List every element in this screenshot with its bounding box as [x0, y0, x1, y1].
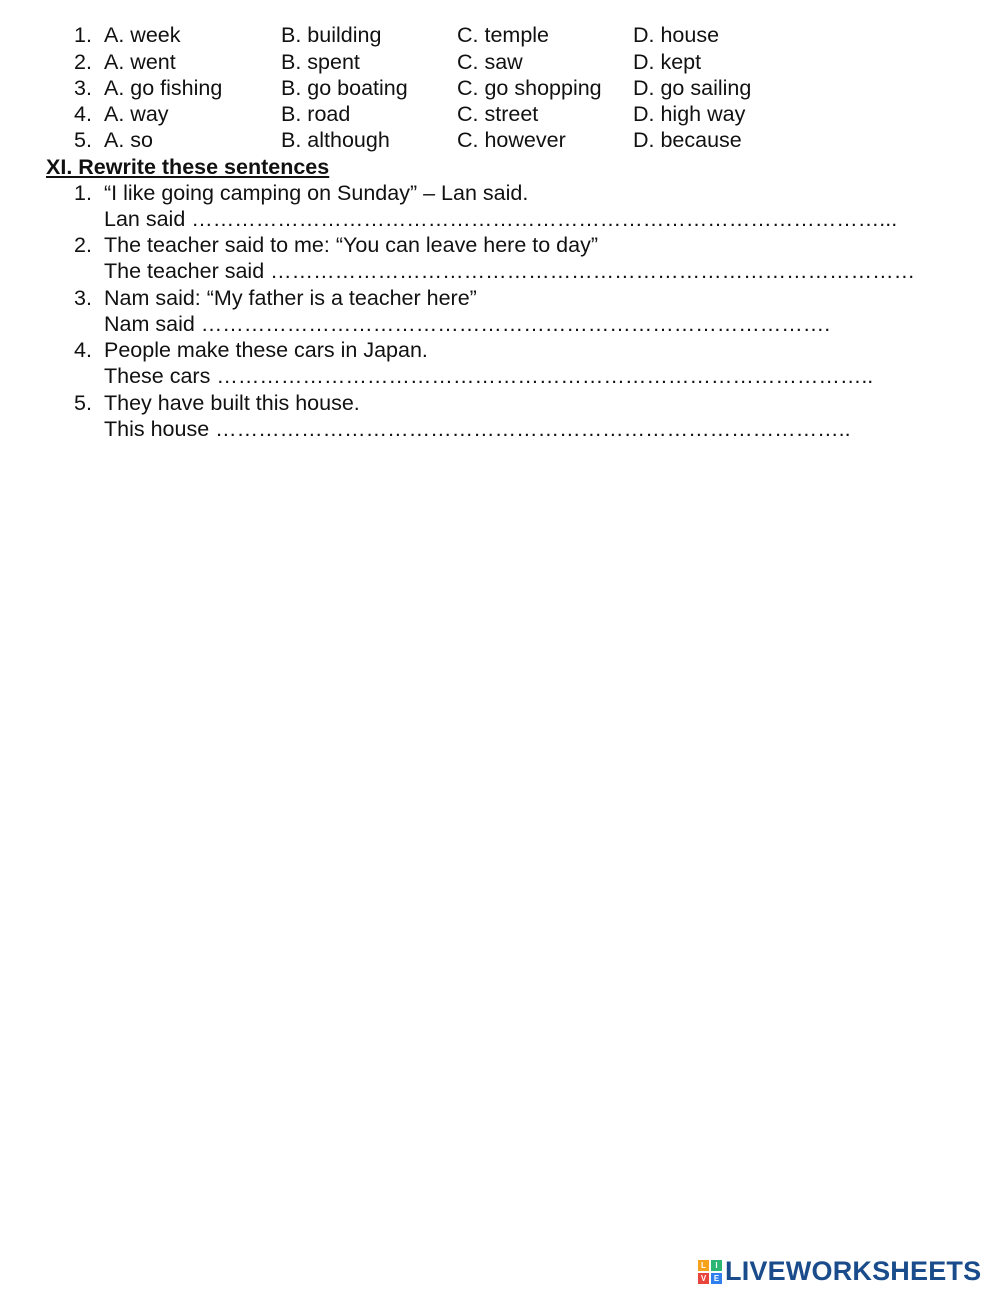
logo-letter: I — [711, 1260, 722, 1271]
item-number: 4. — [74, 102, 92, 126]
source-sentence: The teacher said to me: “You can leave here to day” — [104, 233, 598, 257]
option-a: A. go fishing — [104, 76, 223, 100]
option-c: C. saw — [457, 50, 523, 74]
option-d: D. because — [633, 128, 742, 152]
option-a: A. so — [104, 128, 153, 152]
item-number: 2. — [74, 233, 92, 257]
option-c: C. temple — [457, 23, 550, 47]
item-number: 3. — [74, 76, 92, 100]
item-number: 5. — [74, 391, 92, 415]
option-a: A. went — [104, 50, 176, 74]
logo-mark-icon — [698, 1260, 722, 1284]
option-d: D. go sailing — [633, 76, 752, 100]
item-number: 1. — [74, 23, 92, 47]
item-number: 5. — [74, 128, 92, 152]
answer-line[interactable]: This house …………………………………………………………………………….. — [104, 417, 851, 441]
item-number: 1. — [74, 181, 92, 205]
option-b: B. although — [281, 128, 390, 152]
liveworksheets-logo — [698, 1256, 981, 1287]
item-number: 2. — [74, 50, 92, 74]
source-sentence: They have built this house. — [104, 391, 360, 415]
option-b: B. building — [281, 23, 382, 47]
answer-line[interactable]: Lan said ……………………………………………………………………………………... — [104, 207, 898, 231]
logo-letter: L — [698, 1260, 709, 1271]
source-sentence: People make these cars in Japan. — [104, 338, 428, 362]
option-a: A. week — [104, 23, 181, 47]
source-sentence: Nam said: “My father is a teacher here” — [104, 286, 477, 310]
option-a: A. way — [104, 102, 169, 126]
logo-text: LIVEWORKSHEETS — [725, 1256, 982, 1286]
option-c: C. go shopping — [457, 76, 602, 100]
option-b: B. go boating — [281, 76, 408, 100]
answer-line[interactable]: These cars ……………………………………………………………………………….. — [104, 364, 874, 388]
answer-line[interactable]: The teacher said ……………………………………………………………………………… — [104, 259, 916, 283]
option-b: B. spent — [281, 50, 360, 74]
option-b: B. road — [281, 102, 351, 126]
answer-line[interactable]: Nam said ……………………………………………………………………………. — [104, 312, 831, 336]
item-number: 3. — [74, 286, 92, 310]
section-heading: XI. Rewrite these sentences — [46, 155, 330, 179]
option-c: C. street — [457, 102, 539, 126]
option-d: D. high way — [633, 102, 746, 126]
logo-letter: E — [711, 1273, 722, 1284]
option-c: C. however — [457, 128, 566, 152]
source-sentence: “I like going camping on Sunday” – Lan said. — [104, 181, 529, 205]
option-d: D. house — [633, 23, 720, 47]
option-d: D. kept — [633, 50, 702, 74]
logo-letter: V — [698, 1273, 709, 1284]
item-number: 4. — [74, 338, 92, 362]
